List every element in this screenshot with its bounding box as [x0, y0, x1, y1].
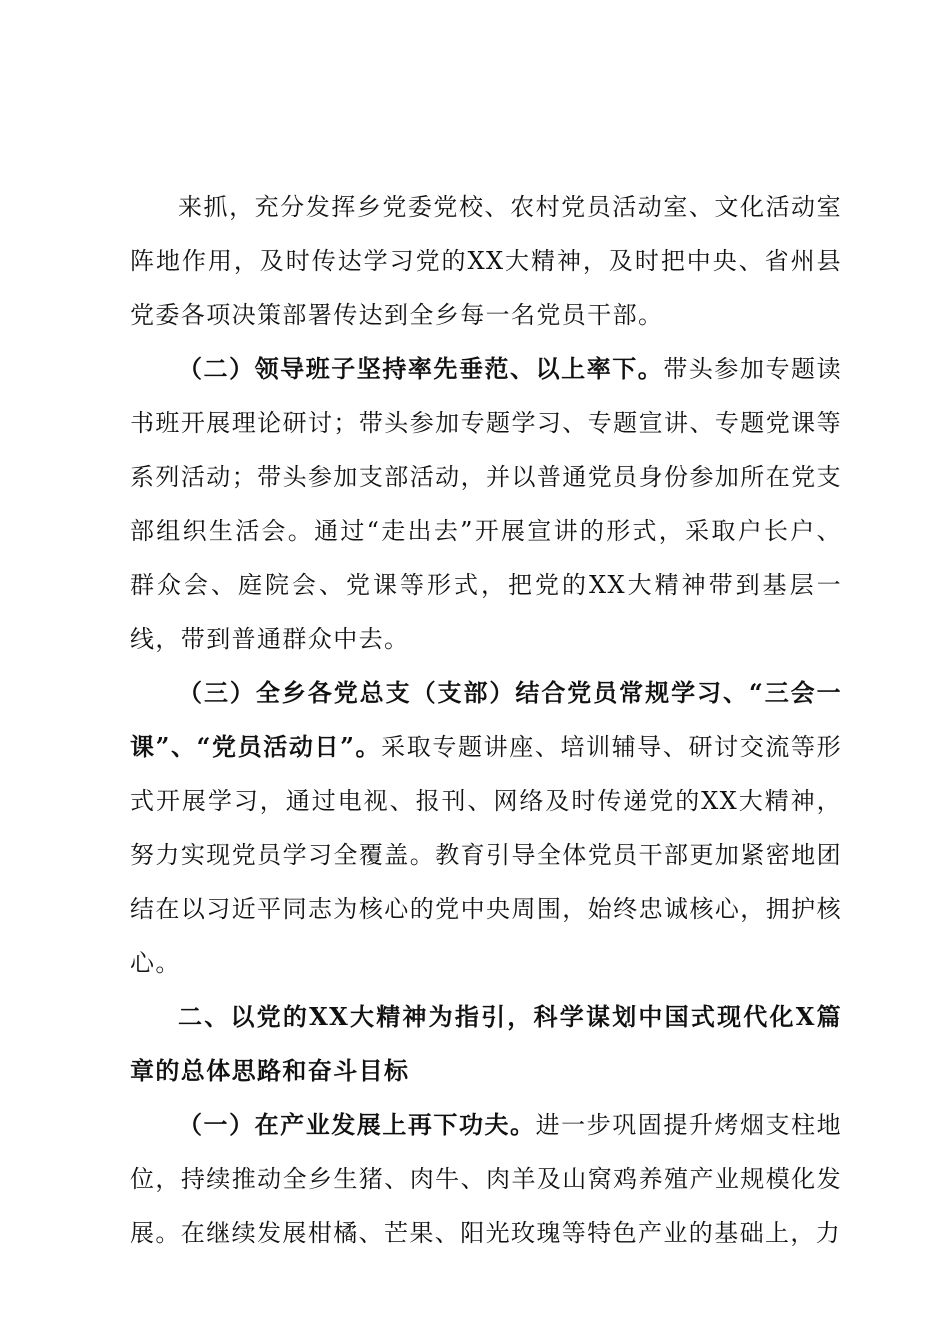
- paragraph-continuation: 来抓，充分发挥乡党委党校、农村党员活动室、文化活动室阵地作用，及时传达学习党的XX大精神，及时把中央、省州县党委各项决策部署传达到全乡每一名党员干部。: [130, 193, 842, 329]
- paragraph-leadership-body: 带头参加专题读书班开展理论研讨；带头参加专题学习、专题宣讲、专题党课等系列活动；带头参加支部活动，并以普通党员身份参加所在党支部组织生活会。通过“走出去”开展宣讲的形式，采取户长户、群众会、庭院会、党课等形式，把党的XX大精神带到基层一线，带到普通群众中去。: [130, 355, 842, 653]
- document-body: [130, 180, 842, 1260]
- paragraph-leadership: [130, 342, 842, 666]
- paragraph-industry-title: （一）在产业发展上再下功夫。: [178, 1110, 536, 1139]
- paragraph-industry: [130, 1098, 842, 1260]
- paragraph-leadership-title: （二）领导班子坚持率先垂范、以上率下。: [178, 354, 664, 383]
- section-heading-2: 二、以党的XX大精神为指引，科学谋划中国式现代化X篇章的总体思路和奋斗目标: [130, 1002, 842, 1085]
- paragraph-industry-body: 进一步巩固提升烤烟支柱地位，持续推动全乡生猪、肉牛、肉羊及山窝鸡养殖产业规模化发展。在继续发展柑橘、芒果、阳光玫瑰等特色产业的基础上，力: [130, 1111, 842, 1247]
- paragraph-branches: [130, 666, 842, 990]
- paragraph-branches-body: 采取专题讲座、培训辅导、研讨交流等形式开展学习，通过电视、报刊、网络及时传递党的XX大精神，努力实现党员学习全覆盖。教育引导全体党员干部更加紧密地团结在以习近平同志为核心的党中央周围，始终忠诚核心，拥护核心。: [130, 733, 842, 977]
- paragraph-branches-title: （三）全乡各党总支（支部）结合党员常规学习、“三会一课”、“党员活动日”。: [130, 678, 842, 761]
